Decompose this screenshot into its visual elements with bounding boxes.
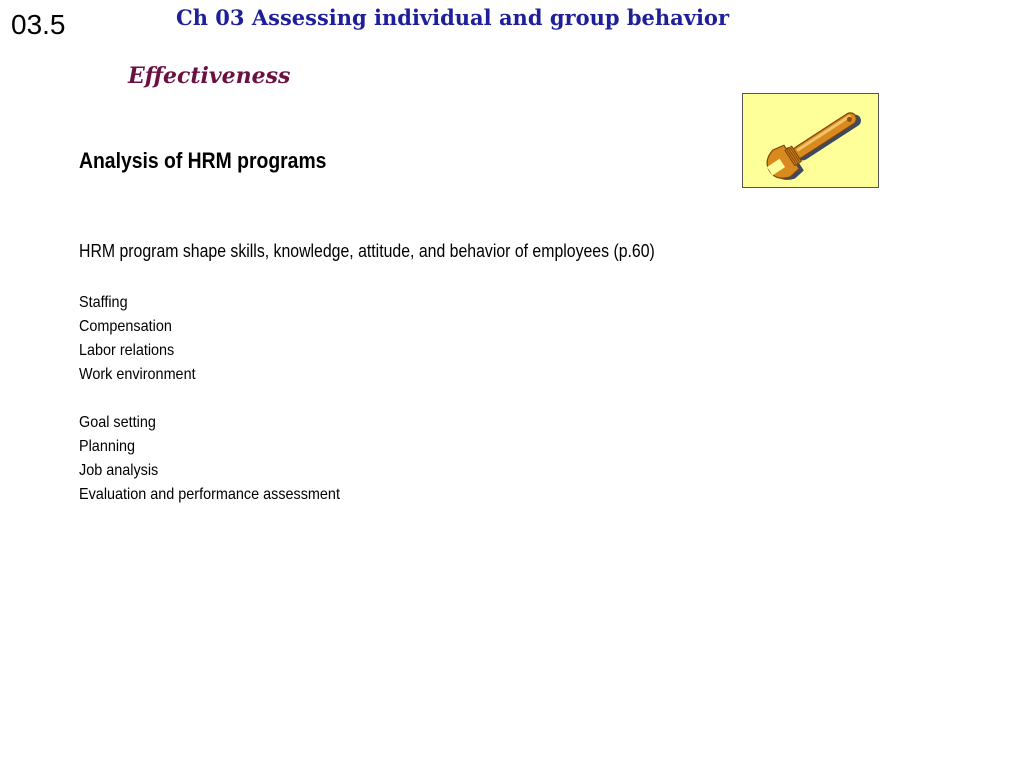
hrm-activity-list [79, 411, 340, 507]
content-heading: Analysis of HRM programs [79, 148, 327, 173]
hrm-program-list [79, 291, 196, 387]
clipart-frame [742, 93, 879, 188]
list-item: Labor relations [79, 342, 175, 359]
chapter-title: Ch 03 Assessing individual and group behavior [176, 5, 730, 30]
list-item: Staffing [79, 294, 128, 311]
section-title: Effectiveness [128, 63, 291, 89]
slide-number: 03.5 [11, 9, 66, 40]
intro-text: HRM program shape skills, knowledge, attitude, and behavior of employees (p.60) [79, 241, 655, 261]
list-item: Planning [79, 438, 136, 455]
list-item: Goal setting [79, 414, 156, 431]
list-item: Work environment [79, 366, 196, 383]
wrench-icon [743, 94, 878, 187]
list-item: Evaluation and performance assessment [79, 486, 340, 503]
list-item: Compensation [79, 318, 172, 335]
list-item: Job analysis [79, 462, 159, 479]
